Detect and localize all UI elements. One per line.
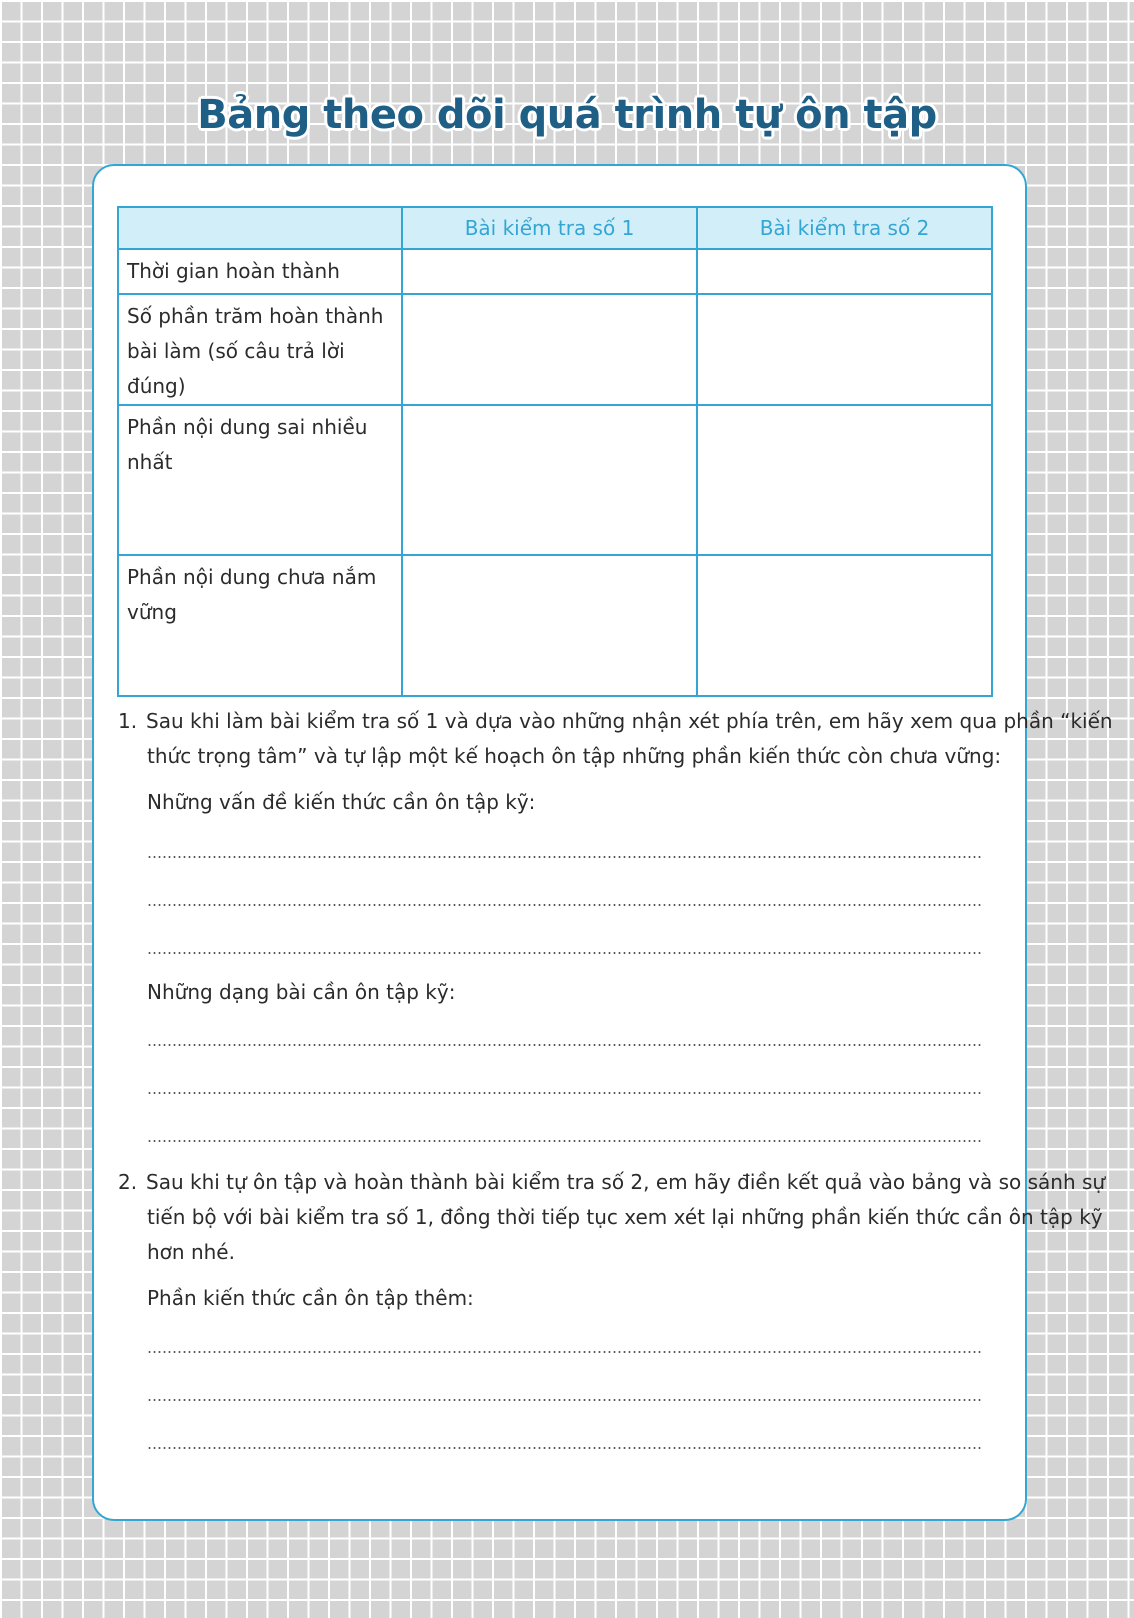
row-label-not-mastered: Phần nội dung chưa nắm vững [118,555,402,696]
table-row [118,294,992,405]
cell-test-2[interactable] [697,555,992,696]
answer-line[interactable] [147,856,983,858]
question-1 [118,704,1113,774]
question-1-subheading-knowledge: Những vấn đề kiến thức cần ôn tập kỹ: [147,790,536,814]
question-1-line-2: thức trọng tâm” và tự lập một kế hoạch ôn tập những phần kiến thức còn chưa vững: [147,744,1002,768]
table-header-test-2: Bài kiểm tra số 2 [697,207,992,249]
answer-line[interactable] [147,1092,983,1094]
question-1-subheading-exercise-types: Những dạng bài cần ôn tập kỹ: [147,980,456,1004]
answer-line[interactable] [147,1044,983,1046]
cell-test-2[interactable] [697,249,992,294]
cell-test-1[interactable] [402,294,697,405]
cell-test-1[interactable] [402,249,697,294]
cell-test-1[interactable] [402,405,697,555]
table-header-empty [118,207,402,249]
question-1-number: 1. [118,709,138,733]
cell-test-2[interactable] [697,405,992,555]
progress-table [117,206,993,697]
row-label-percent-complete: Số phần trăm hoàn thành bài làm (số câu trả lời đúng) [118,294,402,405]
cell-test-2[interactable] [697,294,992,405]
table-header-test-1: Bài kiểm tra số 1 [402,207,697,249]
answer-line[interactable] [147,1140,983,1142]
answer-line[interactable] [147,904,983,906]
answer-line[interactable] [147,1447,983,1449]
question-2 [118,1165,1105,1270]
table-header-row [118,207,992,249]
question-1-line-1: Sau khi làm bài kiểm tra số 1 và dựa vào những nhận xét phía trên, em hãy xem qua phần “kiến [146,709,1113,733]
question-2-number: 2. [118,1170,138,1194]
question-2-line-1: Sau khi tự ôn tập và hoàn thành bài kiểm tra số 2, em hãy điền kết quả vào bảng và so sánh sự [146,1170,1106,1194]
row-label-completion-time: Thời gian hoàn thành [118,249,402,294]
row-label-most-errors: Phần nội dung sai nhiều nhất [118,405,402,555]
answer-line[interactable] [147,1351,983,1353]
answer-line[interactable] [147,1399,983,1401]
page-title: Bảng theo dõi quá trình tự ôn tập [197,92,937,138]
question-2-subheading-extra-review: Phần kiến thức cần ôn tập thêm: [147,1286,474,1310]
table-row [118,555,992,696]
question-2-line-3: hơn nhé. [147,1240,235,1264]
answer-line[interactable] [147,952,983,954]
table-row [118,249,992,294]
table-row [118,405,992,555]
question-2-line-2: tiến bộ với bài kiểm tra số 1, đồng thời tiếp tục xem xét lại những phần kiến thức cần ôn tập kỹ [147,1205,1103,1229]
cell-test-1[interactable] [402,555,697,696]
